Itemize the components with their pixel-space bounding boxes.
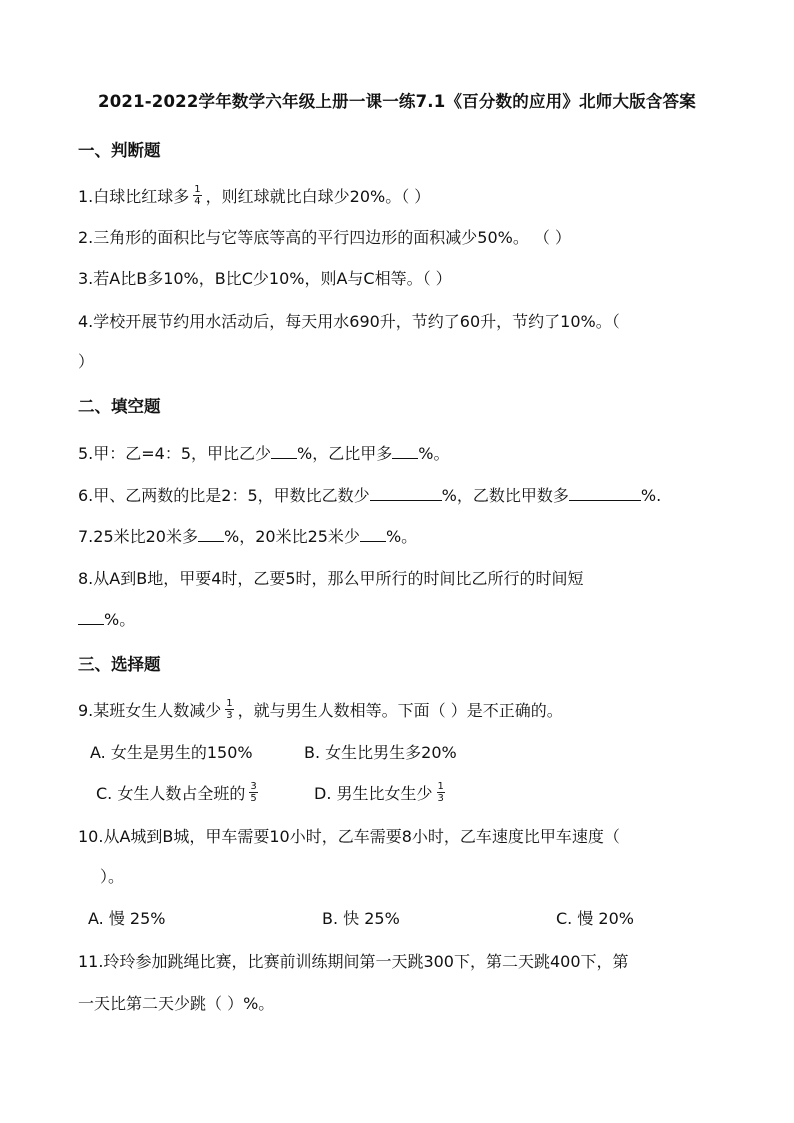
question-6-part-a: 6.甲、乙两数的比是2：5，甲数比乙数少 (78, 486, 370, 505)
question-4-line-2: ） (78, 352, 95, 371)
question-10-option-b[interactable]: B. 快 25% (322, 909, 400, 928)
question-10-option-a[interactable]: A. 慢 25% (88, 909, 166, 928)
question-9 (78, 700, 563, 723)
question-8-line-1: 8.从A到B地，甲要4时，乙要5时，那么甲所行的时间比乙所行的时间短 (78, 569, 584, 588)
question-3: 3.若A比B多10%，B比C少10%，则A与C相等。（ ） (78, 269, 452, 288)
answer-blank[interactable] (370, 486, 442, 501)
question-9-option-d[interactable] (314, 783, 449, 806)
fraction-numerator: 1 (226, 698, 233, 709)
question-6-part-c: %. (640, 486, 662, 505)
question-5-part-b: %，乙比甲多 (297, 444, 393, 463)
question-1 (78, 186, 430, 209)
answer-blank[interactable] (271, 444, 297, 459)
fraction-numerator: 1 (194, 184, 201, 195)
question-10-option-c[interactable]: C. 慢 20% (556, 909, 634, 928)
fraction-denominator: 4 (194, 196, 201, 207)
question-7 (78, 526, 417, 548)
section-heading-multiple-choice: 三、选择题 (78, 655, 161, 674)
fraction-denominator: 5 (250, 793, 257, 804)
fraction-one-third (437, 781, 445, 804)
answer-blank[interactable] (360, 527, 386, 542)
question-9-pre: 9.某班女生人数减少 (78, 701, 222, 720)
option-c-text: C. 女生人数占全班的 (96, 784, 246, 803)
question-7-part-a: 7.25米比20米多 (78, 527, 198, 546)
question-10-line-2: ）。 (100, 867, 125, 886)
question-1-pre: 1.白球比红球多 (78, 187, 190, 206)
question-9-post: ，就与男生人数相等。下面（ ）是不正确的。 (237, 701, 563, 720)
question-5-part-c: %。 (418, 444, 450, 463)
question-4-line-1: 4.学校开展节约用水活动后，每天用水690升，节约了60升，节约了10%。（ (78, 312, 620, 331)
question-10-line-1: 10.从A城到B城，甲车需要10小时，乙车需要8小时，乙车速度比甲车速度（ (78, 827, 620, 846)
document-title: 2021-2022学年数学六年级上册一课一练7.1《百分数的应用》北师大版含答案 (98, 92, 696, 111)
question-7-part-c: %。 (385, 527, 418, 546)
section-heading-fill-blank: 二、填空题 (78, 397, 161, 416)
question-5 (78, 443, 449, 465)
fraction-denominator: 3 (226, 710, 233, 721)
question-8-line-2 (78, 609, 135, 631)
question-11-line-2: 一天比第二天少跳（ ）%。 (78, 994, 275, 1013)
question-5-part-a: 5.甲：乙=4：5，甲比乙少 (78, 444, 272, 463)
fraction-numerator: 3 (250, 781, 257, 792)
fraction-three-fifths (249, 781, 257, 804)
answer-blank[interactable] (392, 444, 418, 459)
question-1-post: ，则红球就比白球少20%。（ ） (205, 187, 431, 206)
question-9-option-c[interactable] (96, 783, 262, 806)
question-6-part-b: %，乙数比甲数多 (441, 486, 569, 505)
section-heading-true-false: 一、判断题 (78, 141, 161, 160)
fraction-one-quarter (193, 184, 201, 207)
answer-blank[interactable] (78, 610, 104, 625)
question-7-part-b: %，20米比25米少 (224, 527, 360, 546)
question-11-line-1: 11.玲玲参加跳绳比赛，比赛前训练期间第一天跳300下，第二天跳400下，第 (78, 952, 629, 971)
answer-blank[interactable] (569, 486, 641, 501)
fraction-denominator: 3 (437, 793, 444, 804)
question-6 (78, 485, 661, 507)
question-8-part-c: %。 (104, 610, 136, 629)
question-2: 2.三角形的面积比与它等底等高的平行四边形的面积减少50%。 （ ） (78, 228, 572, 247)
question-9-option-a[interactable]: A. 女生是男生的150% (90, 743, 253, 762)
answer-blank[interactable] (198, 527, 224, 542)
fraction-one-third (225, 698, 233, 721)
question-9-option-b[interactable]: B. 女生比男生多20% (304, 743, 457, 762)
option-d-text: D. 男生比女生少 (314, 784, 433, 803)
fraction-numerator: 1 (437, 781, 444, 792)
